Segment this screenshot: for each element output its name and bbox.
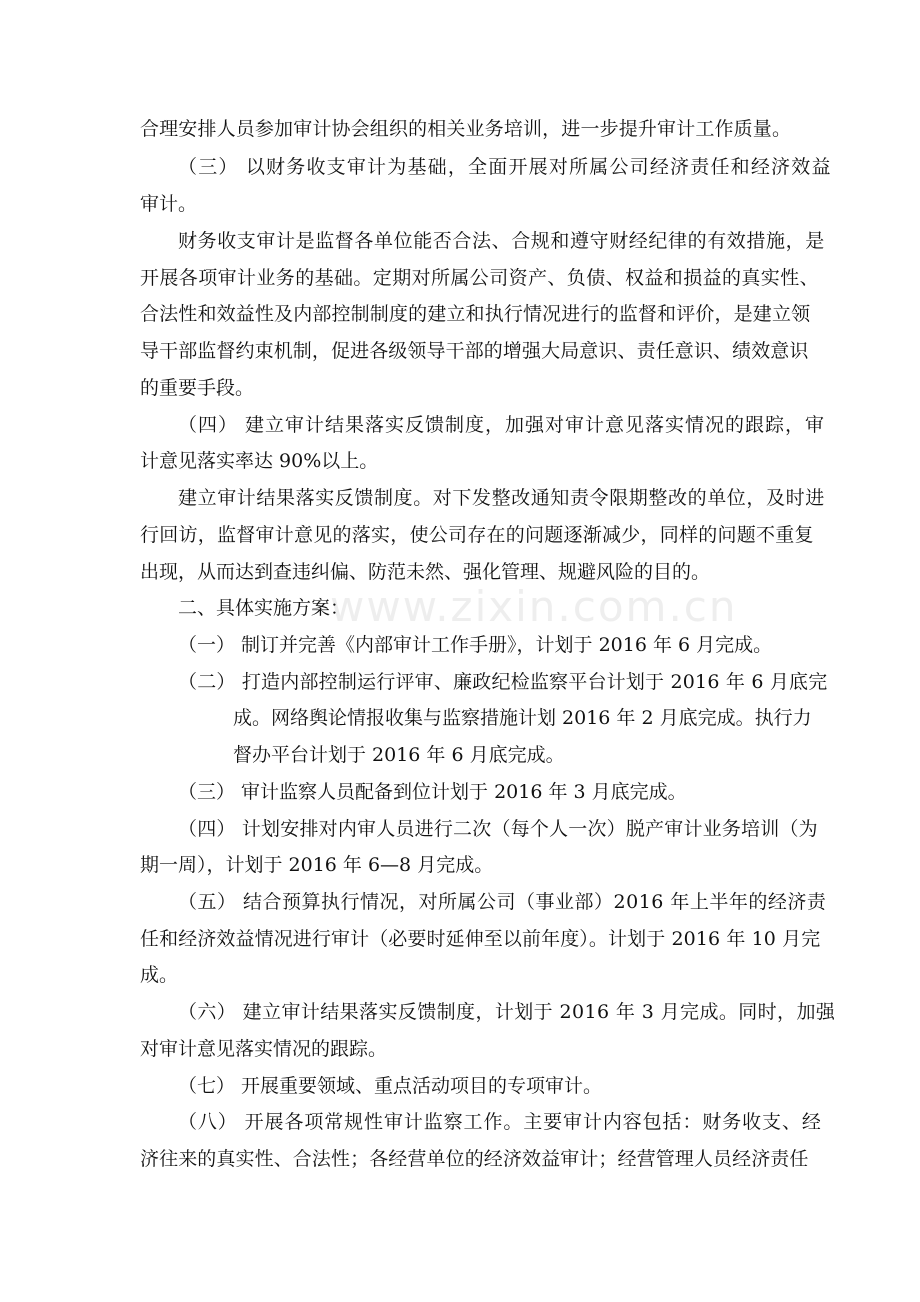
text-line: 导干部监督约束机制，促进各级领导干部的增强大局意识、责任意识、绩效意识 bbox=[140, 340, 809, 362]
list-item-continuation: 督办平台计划于 2016 年 6 月底完成。 bbox=[233, 744, 565, 766]
list-item: （五） 结合预算执行情况，对所属公司（事业部）2016 年上半年的经济责 bbox=[178, 891, 827, 913]
list-item: （八） 开展各项常规性审计监察工作。主要审计内容包括：财务收支、经 bbox=[178, 1111, 822, 1133]
text-line: 对审计意见落实情况的跟踪。 bbox=[140, 1038, 388, 1060]
list-item: （一） 制订并完善《内部审计工作手册》，计划于 2016 年 6 月完成。 bbox=[178, 634, 773, 656]
text-line: 成。 bbox=[140, 964, 179, 986]
list-item: （二） 打造内部控制运行评审、廉政纪检监察平台计划于 2016 年 6 月底完 bbox=[178, 671, 828, 693]
text-line: 任和经济效益情况进行审计（必要时延伸至以前年度）。计划于 2016 年 10 月完 bbox=[140, 928, 821, 950]
text-line: 合法性和效益性及内部控制制度的建立和执行情况进行的监督和评价，是建立领 bbox=[140, 303, 811, 325]
text-line: 审计。 bbox=[140, 193, 198, 215]
text-line: 合理安排人员参加审计协会组织的相关业务培训，进一步提升审计工作质量。 bbox=[140, 118, 792, 140]
paragraph-start: 财务收支审计是监督各单位能否合法、合规和遵守财经纪律的有效措施，是 bbox=[178, 230, 825, 252]
list-item-continuation: 成。网络舆论情报收集与监察措施计划 2016 年 2 月底完成。执行力 bbox=[233, 707, 812, 729]
section-title: 二、具体实施方案： bbox=[178, 597, 350, 619]
section-heading: （四） 建立审计结果落实反馈制度，加强对审计意见落实情况的跟踪，审 bbox=[178, 414, 826, 436]
list-item: （三） 审计监察人员配备到位计划于 2016 年 3 月底完成。 bbox=[178, 781, 687, 803]
watermark: www.zixin.com.cn bbox=[330, 582, 738, 631]
text-line: 的重要手段。 bbox=[140, 377, 255, 399]
text-line: 济往来的真实性、合法性；各经营单位的经济效益审计；经营管理人员经济责任 bbox=[140, 1148, 809, 1170]
list-item: （六） 建立审计结果落实反馈制度，计划于 2016 年 3 月完成。同时，加强 bbox=[178, 1001, 836, 1023]
text-line: 行回访，监督审计意见的落实，使公司存在的问题逐渐减少，同样的问题不重复 bbox=[140, 524, 814, 546]
text-line: 出现，从而达到查违纠偏、防范未然、强化管理、规避风险的目的。 bbox=[140, 561, 711, 583]
text-line: 计意见落实率达 90%以上。 bbox=[140, 450, 379, 472]
text-line: 开展各项审计业务的基础。定期对所属公司资产、负债、权益和损益的真实性、 bbox=[140, 267, 820, 289]
list-item: （四） 计划安排对内审人员进行二次（每个人一次）脱产审计业务培训（为 bbox=[178, 818, 818, 840]
list-item: （七） 开展重要领域、重点活动项目的专项审计。 bbox=[178, 1075, 603, 1097]
paragraph-start: 建立审计结果落实反馈制度。对下发整改通知责令限期整改的单位，及时进 bbox=[178, 487, 825, 509]
section-heading: （三） 以财务收支审计为基础，全面开展对所属公司经济责任和经济效益 bbox=[178, 156, 832, 178]
text-line: 期一周），计划于 2016 年 6—8 月完成。 bbox=[140, 854, 494, 876]
